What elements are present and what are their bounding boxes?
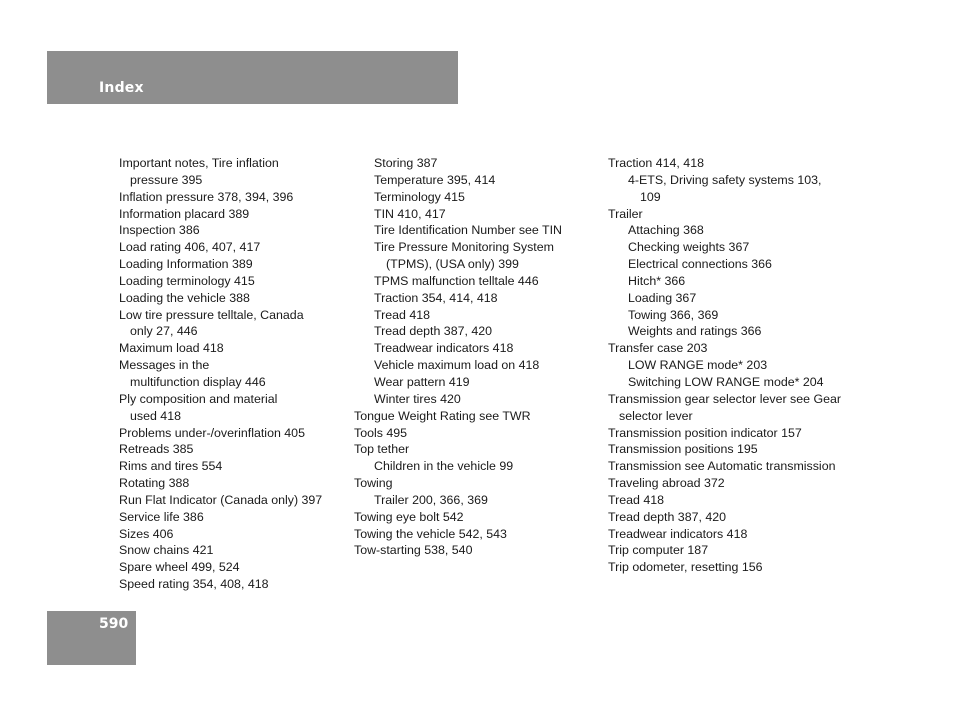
index-entry: Load rating 406, 407, 417 xyxy=(119,240,261,255)
index-entry: used 418 xyxy=(130,408,181,423)
index-entry: Trailer 200, 366, 369 xyxy=(374,492,488,507)
index-entry: Checking weights 367 xyxy=(628,240,750,255)
index-entry: Problems under-/overinflation 405 xyxy=(119,425,305,440)
index-entry: Terminology 415 xyxy=(374,189,465,204)
index-entry: Transmission positions 195 xyxy=(608,442,758,457)
index-entry: Traction 414, 418 xyxy=(608,156,704,170)
index-entry: Towing eye bolt 542 xyxy=(354,509,464,524)
index-entry: Transmission gear selector lever see Gear xyxy=(608,391,841,406)
index-entry: Tread depth 387, 420 xyxy=(608,509,727,524)
index-entry: Tools 495 xyxy=(354,425,408,440)
index-entry: Messages in the xyxy=(119,358,210,373)
index-entry: Service life 386 xyxy=(119,509,204,524)
index-entry: Loading the vehicle 388 xyxy=(119,290,250,305)
index-entry: Trailer xyxy=(608,206,643,221)
index-entry: LOW RANGE mode* 203 xyxy=(628,358,768,373)
index-entry: Temperature 395, 414 xyxy=(374,172,496,187)
index-entry: Towing xyxy=(354,476,393,491)
index-entry: Tire Identification Number see TIN xyxy=(374,223,563,238)
index-entry: Loading 367 xyxy=(628,290,697,305)
index-entry: Hitch* 366 xyxy=(628,273,686,288)
index-entry: Spare wheel 499, 524 xyxy=(119,560,240,575)
index-entry: Wear pattern 419 xyxy=(374,374,470,389)
index-entry: Loading Information 389 xyxy=(119,257,253,272)
index-entry: Storing 387 xyxy=(374,156,438,170)
page-number: 590 xyxy=(99,616,129,632)
index-entry: Tread 418 xyxy=(374,307,431,322)
index-entry: Inflation pressure 378, 394, 396 xyxy=(119,189,294,204)
index-entry: selector lever xyxy=(619,408,693,423)
index-entry: Tow-starting 538, 540 xyxy=(354,543,473,558)
index-entry: Transmission see Automatic transmission xyxy=(608,459,836,474)
index-entry: Tire Pressure Monitoring System xyxy=(374,240,554,255)
index-entry: Trip computer 187 xyxy=(608,543,709,558)
index-entry: Snow chains 421 xyxy=(119,543,214,558)
index-entry: Transfer case 203 xyxy=(608,341,708,356)
index-entry: 109 xyxy=(640,189,661,204)
index-entry: TPMS malfunction telltale 446 xyxy=(374,273,539,288)
index-entry: Treadwear indicators 418 xyxy=(374,341,514,356)
index-entry: Information placard 389 xyxy=(119,206,250,221)
index-entry: Speed rating 354, 408, 418 xyxy=(119,577,269,592)
index-column-1 xyxy=(119,155,349,593)
index-entry: Loading terminology 415 xyxy=(119,273,255,288)
index-entry: Towing the vehicle 542, 543 xyxy=(354,526,507,541)
section-header-bar xyxy=(47,51,458,104)
index-entry: only 27, 446 xyxy=(130,324,198,339)
index-entry: Rotating 388 xyxy=(119,476,190,491)
index-entry: Rims and tires 554 xyxy=(119,459,223,474)
index-entry: Run Flat Indicator (Canada only) 397 xyxy=(119,492,323,507)
index-entry: 4-ETS, Driving safety systems 103, xyxy=(628,172,822,187)
index-entry: Winter tires 420 xyxy=(374,391,461,406)
index-entry: Attaching 368 xyxy=(628,223,704,238)
index-entry: pressure 395 xyxy=(130,172,203,187)
index-entry: Children in the vehicle 99 xyxy=(374,459,514,474)
index-entry: Traction 354, 414, 418 xyxy=(374,290,498,305)
index-entry: Switching LOW RANGE mode* 204 xyxy=(628,374,824,389)
index-entry: Sizes 406 xyxy=(119,526,174,541)
index-entry: Traveling abroad 372 xyxy=(608,476,725,491)
index-entry: Retreads 385 xyxy=(119,442,194,457)
index-entry: Inspection 386 xyxy=(119,223,200,238)
index-entry: Electrical connections 366 xyxy=(628,257,772,272)
page-number-tab xyxy=(47,611,136,665)
index-entry: Trip odometer, resetting 156 xyxy=(608,560,763,575)
index-entry: Ply composition and material xyxy=(119,391,278,406)
index-entry: Top tether xyxy=(354,442,410,457)
index-entry: Tread 418 xyxy=(608,492,665,507)
index-entry: Maximum load 418 xyxy=(119,341,224,356)
index-entry: Treadwear indicators 418 xyxy=(608,526,748,541)
index-entry: Weights and ratings 366 xyxy=(628,324,762,339)
index-entry: Transmission position indicator 157 xyxy=(608,425,802,440)
index-entry: Tongue Weight Rating see TWR xyxy=(354,408,531,423)
index-column-2 xyxy=(354,155,599,559)
index-entry: Vehicle maximum load on 418 xyxy=(374,358,540,373)
section-title: Index xyxy=(99,80,144,96)
index-column-3 xyxy=(608,155,858,576)
index-entry: Low tire pressure telltale, Canada xyxy=(119,307,304,322)
index-entry: Towing 366, 369 xyxy=(628,307,719,322)
index-entry: Tread depth 387, 420 xyxy=(374,324,493,339)
index-entry: Important notes, Tire inflation xyxy=(119,156,279,170)
index-entry: (TPMS), (USA only) 399 xyxy=(386,257,519,272)
index-entry: multifunction display 446 xyxy=(130,374,266,389)
index-entry: TIN 410, 417 xyxy=(374,206,446,221)
